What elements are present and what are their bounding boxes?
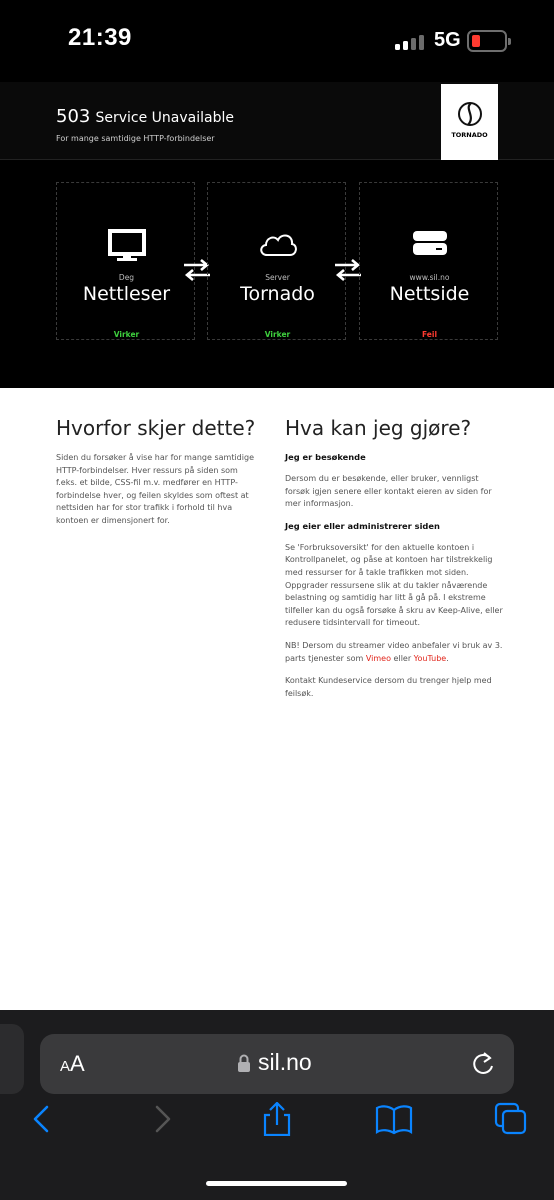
monitor-icon [108, 229, 146, 263]
network-type: 5G [434, 29, 461, 51]
vimeo-link[interactable]: Vimeo [365, 653, 391, 663]
home-indicator [206, 1181, 347, 1186]
text-size-button[interactable]: AA [60, 1051, 85, 1076]
browser-toolbar [0, 1010, 554, 1200]
node-label: www.sil.no [409, 273, 450, 282]
visitor-heading: Jeg er besøkende [285, 452, 366, 462]
owner-heading: Jeg eier eller administrerer siden [285, 520, 440, 531]
bookmarks-icon[interactable] [374, 1102, 414, 1136]
clock: 21:39 [68, 24, 132, 51]
owner-text: Se 'Forbruksoversikt' for den aktuelle kontoen i Kontrollpanelet, og påse at kontoen har tilstrekkelig med ressurser for å takle trafikken mot siden. Oppgrader ressursene slik at du takler nåværende belastning og samtidig har litt å gå på. I ekstreme tilfeller kan du også forsøke å skru av Keep-Alive, eller redusere tidsintervall for timeout. [285, 542, 503, 628]
node-browser [56, 182, 195, 340]
tabs-icon[interactable] [492, 1102, 532, 1136]
battery-icon [467, 30, 507, 52]
server-icon [412, 229, 448, 259]
node-server [207, 182, 346, 340]
status-diagram [0, 160, 554, 388]
error-message: Service Unavailable [95, 110, 234, 126]
youtube-link[interactable]: YouTube [413, 653, 447, 663]
status-bar [0, 0, 554, 82]
nb-or: eller [393, 653, 412, 663]
error-subtitle: For mange samtidige HTTP-forbindelser [56, 134, 215, 143]
share-icon[interactable] [257, 1102, 297, 1136]
logo-text: TORNADO [451, 131, 488, 139]
node-name: Nettside [389, 283, 470, 305]
why-heading: Hvorfor skjer dette? [56, 416, 256, 440]
node-label: Server [265, 273, 290, 282]
signal-icon [395, 34, 429, 50]
node-website [359, 182, 498, 340]
address-bar[interactable] [40, 1034, 514, 1094]
back-icon[interactable] [24, 1102, 64, 1136]
nb-note [285, 640, 505, 665]
lock-icon [237, 1053, 251, 1073]
why-text: Siden du forsøker å vise har for mange samtidige HTTP-forbindelser. Hver ressurs på siden som f.eks. et bilde, CSS-fil m.v. medfører en HTTP-forbindelse hver, og feilen skyldes som oftest at nettsiden har for stor trafikk i forhold til hva kontoen er dimensjonert for. [56, 453, 254, 525]
node-name: Nettleser [82, 283, 171, 305]
error-code: 503 [56, 106, 91, 127]
tornado-logo [441, 84, 498, 166]
previous-tab[interactable] [0, 1024, 24, 1094]
page-title [56, 106, 234, 127]
cloud-icon [257, 229, 299, 259]
what-section [285, 416, 505, 700]
nb-text: NB! Dersom du streamer video anbefaler vi bruk av 3. parts tjenester som [285, 640, 503, 663]
visitor-text: Dersom du er besøkende, eller bruker, vennligst forsøk igjen senere eller kontakt eieren av siden for mer informasjon. [285, 474, 492, 509]
contact-text: Kontakt Kundeservice dersom du trenger hjelp med feilsøk. [285, 676, 492, 698]
node-name: Tornado [240, 283, 315, 305]
why-section [56, 416, 261, 528]
reload-icon[interactable] [470, 1050, 496, 1078]
url-text: sil.no [258, 1049, 312, 1075]
node-status: Virker [113, 330, 140, 339]
forward-icon[interactable] [140, 1102, 180, 1136]
node-label: Deg [118, 273, 135, 282]
node-status: Virker [264, 330, 291, 339]
node-status: Feil [421, 330, 438, 339]
what-heading: Hva kan jeg gjøre? [285, 416, 472, 440]
tornado-logo-icon [457, 100, 483, 128]
nb-suffix: . [446, 653, 449, 663]
